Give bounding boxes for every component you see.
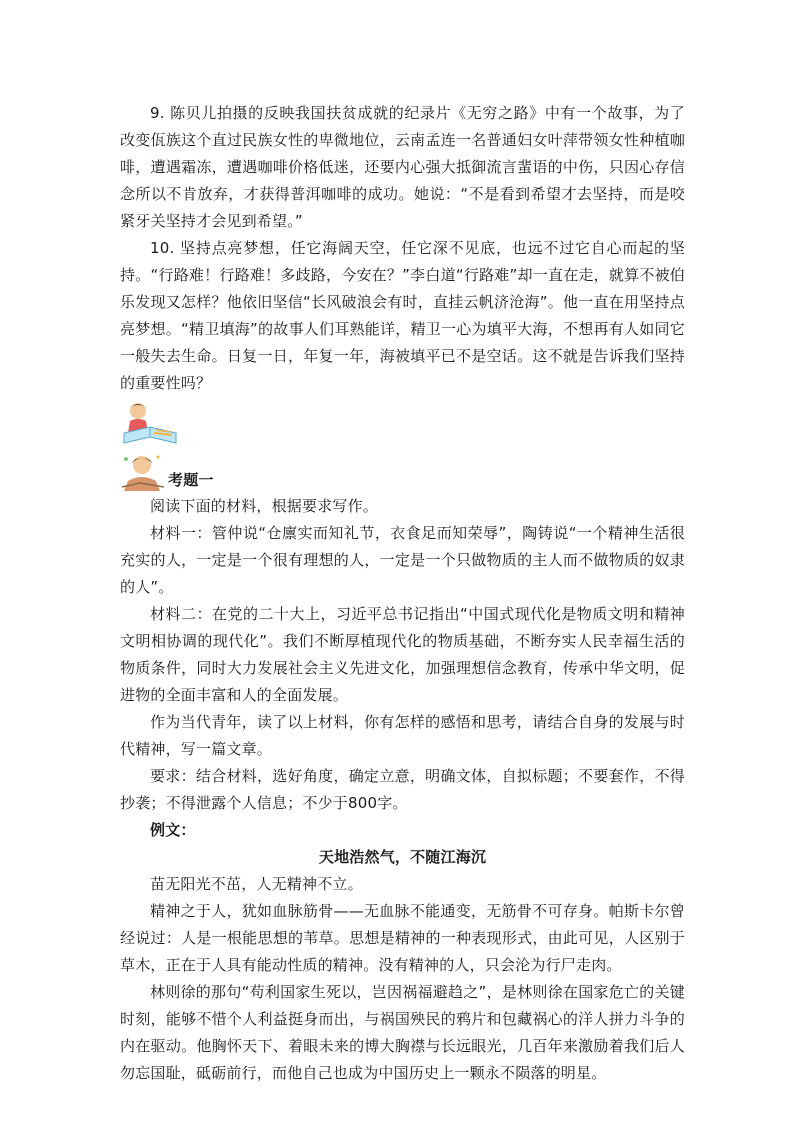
material-one: 材料一：管仲说“仓廪实而知礼节，衣食足而知荣辱”，陶铸说“一个精神生活很充实的人，一定是一个很有理想的人，一定是一个只做物质的主人而不做物质的奴隶的人”。 (120, 524, 685, 596)
essay-paragraph: 精神之于人，犹如血脉筋骨——无血脉不能通变，无筋骨不可存身。帕斯卡尔曾经说过：人是一根能思想的苇草。思想是精神的一种表现形式，由此可见，人区别于草木，正在于人具有能动性质的精神。没有精神的人，只会沦为行尸走肉。 (120, 902, 685, 974)
essay-paragraph: 林则徐的那句“苟利国家生死以，岂因祸福避趋之”，是林则徐在国家危亡的关键时刻，能够不惜个人利益挺身而出，与祸国殃民的鸦片和包藏祸心的洋人拼力斗争的内在驱动。他胸怀天下、着眼未来的博大胸襟与长远眼光，几百年来激励着我们后人勿忘国耻，砥砺前行，而他自己也成为中国历史上一颗永不陨落的明星。 (120, 983, 685, 1082)
question-heading (120, 451, 685, 493)
example-label: 例文： (150, 821, 196, 839)
studying-child-icon (120, 451, 166, 493)
question-intro: 阅读下面的材料，根据要求写作。 (150, 497, 379, 515)
reading-illustration (120, 397, 685, 451)
reading-child-icon (120, 399, 180, 449)
writing-prompt: 作为当代青年，读了以上材料，你有怎样的感悟和思考，请结合自身的发展与时代精神，写一篇文章。 (120, 713, 685, 758)
paragraph-9: 9. 陈贝儿拍摄的反映我国扶贫成就的纪录片《无穷之路》中有一个故事，为了改变佤族这个直过民族女性的卑微地位，云南孟连一名普通妇女叶萍带领女性种植咖啡，遭遇霜冻，遭遇咖啡价格低迷，还要内心强大抵御流言蜚语的中伤，只因心存信念所以不肯放弃，才获得普洱咖啡的成功。她说：“不是看到希望才去坚持，而是咬紧牙关坚持才会见到希望。” (120, 104, 685, 230)
writing-requirement: 要求：结合材料，选好角度，确定立意，明确文体，自拟标题；不要套作，不得抄袭；不得泄露个人信息；不少于800字。 (120, 767, 685, 812)
document-content (120, 100, 685, 1087)
essay-paragraph: 苗无阳光不茁，人无精神不立。 (150, 875, 363, 893)
section-label: 考题一 (168, 471, 214, 489)
essay-title: 天地浩然气，不随江海沉 (318, 848, 487, 866)
paragraph-10: 10. 坚持点亮梦想，任它海阔天空，任它深不见底，也远不过它自心而起的坚持。“行路难！行路难！多歧路，今安在？”李白道“行路难”却一直在走，就算不被伯乐发现又怎样？他依旧坚信“长风破浪会有时，直挂云帆济沧海”。他一直在用坚持点亮梦想。“精卫填海”的故事人们耳熟能详，精卫一心为填平大海，不想再有人如同它一般失去生命。日复一日，年复一年，海被填平已不是空话。这不就是告诉我们坚持的重要性吗？ (120, 239, 685, 392)
material-two: 材料二：在党的二十大上，习近平总书记指出“中国式现代化是物质文明和精神文明相协调的现代化”。我们不断厚植现代化的物质基础，不断夯实人民幸福生活的物质条件，同时大力发展社会主义先进文化，加强理想信念教育，传承中华文明，促进物的全面丰富和人的全面发展。 (120, 605, 685, 704)
